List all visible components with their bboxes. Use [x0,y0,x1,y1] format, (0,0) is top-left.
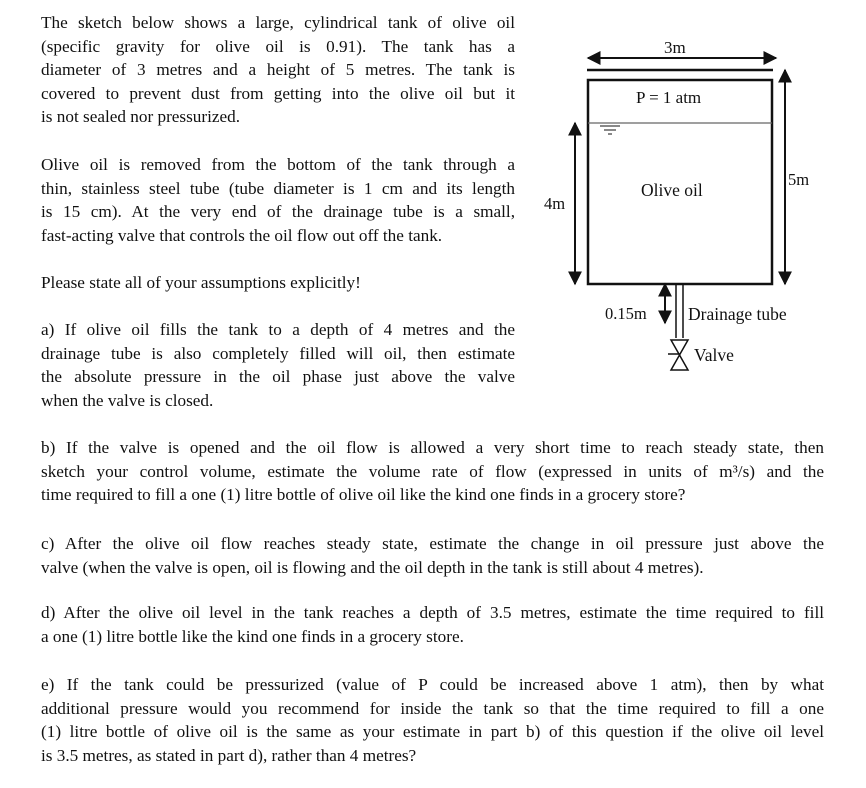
pressure-label: P = 1 atm [636,88,702,107]
text-line: b) If the valve is opened and the oil flow is allowed a very short time to reach steady state, then [41,438,824,457]
text-line: is not sealed nor pressurized. [41,107,241,126]
text-line: is 3.5 metres, as stated in part d), rather than 4 metres? [41,745,417,765]
text-line: drainage tube is also completely filled will oil, then estimate [41,343,515,363]
text-line: (specific gravity for olive oil is 0.91). The tank has a [41,36,515,56]
text-line: The sketch below shows a large, cylindrical tank of olive oil [41,13,515,32]
text-line: d) After the olive oil level in the tank reaches a depth of 3.5 metres, estimate the time required to fill [41,603,824,622]
depth-label: 4m [544,194,566,213]
question-b [41,436,824,507]
text-line: valve (when the valve is open, oil is flowing and the oil depth in the tank is still about 4 metres). [41,557,704,577]
fluid-label: Olive oil [641,180,703,200]
text-line: a) If olive oil fills the tank to a depth of 4 metres and the [41,320,515,339]
text-line: thin, stainless steel tube (tube diameter is 1 cm and its length [41,178,515,198]
intro-paragraph-drainage [41,153,515,247]
text-line: the absolute pressure in the oil phase just above the valve [41,367,515,386]
free-surface-icon [600,126,620,134]
tube-length-label: 0.15m [605,304,647,323]
text-line: when the valve is closed. [41,390,214,410]
text-line: Olive oil is removed from the bottom of the tank through a [41,155,515,174]
tube-label: Drainage tube [688,304,787,324]
text-line: e) If the tank could be pressurized (value of P could be increased above 1 atm), then by what [41,675,824,694]
text-line: additional pressure would you recommend for inside the tank so that the time required to fill a one [41,698,824,718]
assumptions-note: Please state all of your assumptions explicitly! [41,273,361,292]
text-line: (1) litre bottle of olive oil is the same as your estimate in part b) of this question if the olive oil level [41,722,824,741]
text-line: is 15 cm). At the very end of the drainage tube is a small, [41,202,515,221]
valve-icon [668,340,688,370]
question-c [41,532,824,579]
tank-diagram [530,20,866,380]
text-line: c) After the olive oil flow reaches steady state, estimate the change in oil pressure just above the [41,534,824,553]
text-line: sketch your control volume, estimate the volume rate of flow (expressed in units of m³/s) and the [41,461,824,481]
text-line: fast-acting valve that controls the oil flow out off the tank. [41,225,443,245]
question-e [41,673,824,767]
text-line: diameter of 3 metres and a height of 5 metres. The tank is [41,60,515,79]
text-line: a one (1) litre bottle like the kind one finds in a grocery store. [41,626,464,646]
height-label: 5m [788,170,810,189]
question-d [41,601,824,648]
text-line: covered to prevent dust from getting into the olive oil but it [41,83,515,103]
question-a [41,318,515,412]
intro-paragraph-tank [41,11,515,129]
text-line: time required to fill a one (1) litre bottle of olive oil like the kind one finds in a grocery store? [41,485,686,504]
valve-label: Valve [694,345,734,365]
diameter-label: 3m [664,38,686,57]
